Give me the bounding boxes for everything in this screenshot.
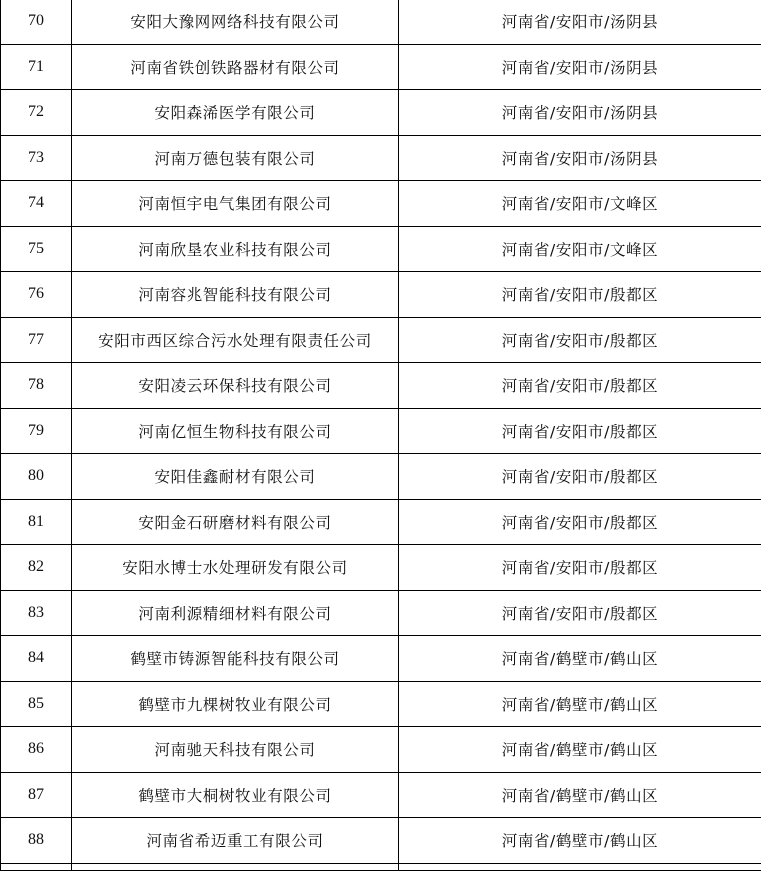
location-cell: 河南省/安阳市/汤阴县 [399, 90, 761, 136]
company-name-cell: 鹤壁市铸源智能科技有限公司 [72, 636, 399, 682]
location-cell: 河南省/鹤壁市/鹤山区 [399, 681, 761, 727]
table-row [1, 135, 761, 181]
table-row [1, 363, 761, 409]
table-row [1, 90, 761, 136]
location-cell: 河南省/安阳市/殷都区 [399, 590, 761, 636]
table-row [1, 317, 761, 363]
location-cell: 河南省/安阳市/殷都区 [399, 408, 761, 454]
location-cell: 河南省/安阳市/殷都区 [399, 499, 761, 545]
table-row [1, 44, 761, 90]
row-number-cell: 73 [1, 135, 72, 181]
row-number-cell: 71 [1, 44, 72, 90]
company-name-cell: 安阳水博士水处理研发有限公司 [72, 545, 399, 591]
row-number-cell: 84 [1, 636, 72, 682]
company-name-cell: 安阳市西区综合污水处理有限责任公司 [72, 317, 399, 363]
row-number-cell: 78 [1, 363, 72, 409]
location-cell: 河南省/鹤壁市/鹤山区 [399, 727, 761, 773]
row-number-cell: 80 [1, 454, 72, 500]
row-number-cell: 85 [1, 681, 72, 727]
table-row [1, 727, 761, 773]
row-number-cell: 81 [1, 499, 72, 545]
company-name-cell: 安阳凌云环保科技有限公司 [72, 363, 399, 409]
company-name-cell: 安阳金石研磨材料有限公司 [72, 499, 399, 545]
location-cell: 河南省/安阳市/殷都区 [399, 545, 761, 591]
company-name-cell: 河南省铁创铁路器材有限公司 [72, 44, 399, 90]
table-row [1, 181, 761, 227]
company-name-cell: 河南利源精细材料有限公司 [72, 590, 399, 636]
row-number-cell: 79 [1, 408, 72, 454]
table-row [1, 226, 761, 272]
row-number-cell [1, 863, 72, 870]
company-name-cell: 安阳佳鑫耐材有限公司 [72, 454, 399, 500]
table-row-partial [1, 863, 761, 870]
row-number-cell: 87 [1, 772, 72, 818]
location-cell: 河南省/安阳市/汤阴县 [399, 44, 761, 90]
company-name-cell: 河南恒宇电气集团有限公司 [72, 181, 399, 227]
table-row [1, 454, 761, 500]
location-cell: 河南省/安阳市/文峰区 [399, 226, 761, 272]
location-cell: 河南省/安阳市/殷都区 [399, 454, 761, 500]
table-row [1, 272, 761, 318]
location-cell: 河南省/安阳市/文峰区 [399, 181, 761, 227]
location-cell: 河南省/安阳市/殷都区 [399, 272, 761, 318]
table-row [1, 681, 761, 727]
table-row [1, 772, 761, 818]
table-row [1, 545, 761, 591]
row-number-cell: 83 [1, 590, 72, 636]
table-body [1, 0, 761, 870]
company-name-cell: 鹤壁市大桐树牧业有限公司 [72, 772, 399, 818]
table-row [1, 590, 761, 636]
company-name-cell: 河南容兆智能科技有限公司 [72, 272, 399, 318]
company-name-cell: 安阳森浠医学有限公司 [72, 90, 399, 136]
row-number-cell: 88 [1, 818, 72, 864]
company-name-cell: 河南万德包装有限公司 [72, 135, 399, 181]
company-name-cell [72, 863, 399, 870]
row-number-cell: 74 [1, 181, 72, 227]
location-cell: 河南省/安阳市/殷都区 [399, 363, 761, 409]
table-row [1, 408, 761, 454]
location-cell: 河南省/鹤壁市/鹤山区 [399, 818, 761, 864]
table-row [1, 636, 761, 682]
company-name-cell: 河南亿恒生物科技有限公司 [72, 408, 399, 454]
company-name-cell: 河南省希迈重工有限公司 [72, 818, 399, 864]
company-name-cell: 安阳大豫网网络科技有限公司 [72, 0, 399, 44]
table-row [1, 0, 761, 44]
location-cell: 河南省/安阳市/殷都区 [399, 317, 761, 363]
table-row [1, 818, 761, 864]
row-number-cell: 76 [1, 272, 72, 318]
table-row [1, 499, 761, 545]
location-cell: 河南省/安阳市/汤阴县 [399, 135, 761, 181]
row-number-cell: 77 [1, 317, 72, 363]
row-number-cell: 75 [1, 226, 72, 272]
row-number-cell: 72 [1, 90, 72, 136]
location-cell: 河南省/安阳市/汤阴县 [399, 0, 761, 44]
company-name-cell: 河南驰天科技有限公司 [72, 727, 399, 773]
company-name-cell: 河南欣垦农业科技有限公司 [72, 226, 399, 272]
row-number-cell: 70 [1, 0, 72, 44]
location-cell: 河南省/鹤壁市/鹤山区 [399, 772, 761, 818]
location-cell: 河南省/鹤壁市/鹤山区 [399, 636, 761, 682]
row-number-cell: 82 [1, 545, 72, 591]
row-number-cell: 86 [1, 727, 72, 773]
location-cell [399, 863, 761, 870]
company-name-cell: 鹤壁市九棵树牧业有限公司 [72, 681, 399, 727]
